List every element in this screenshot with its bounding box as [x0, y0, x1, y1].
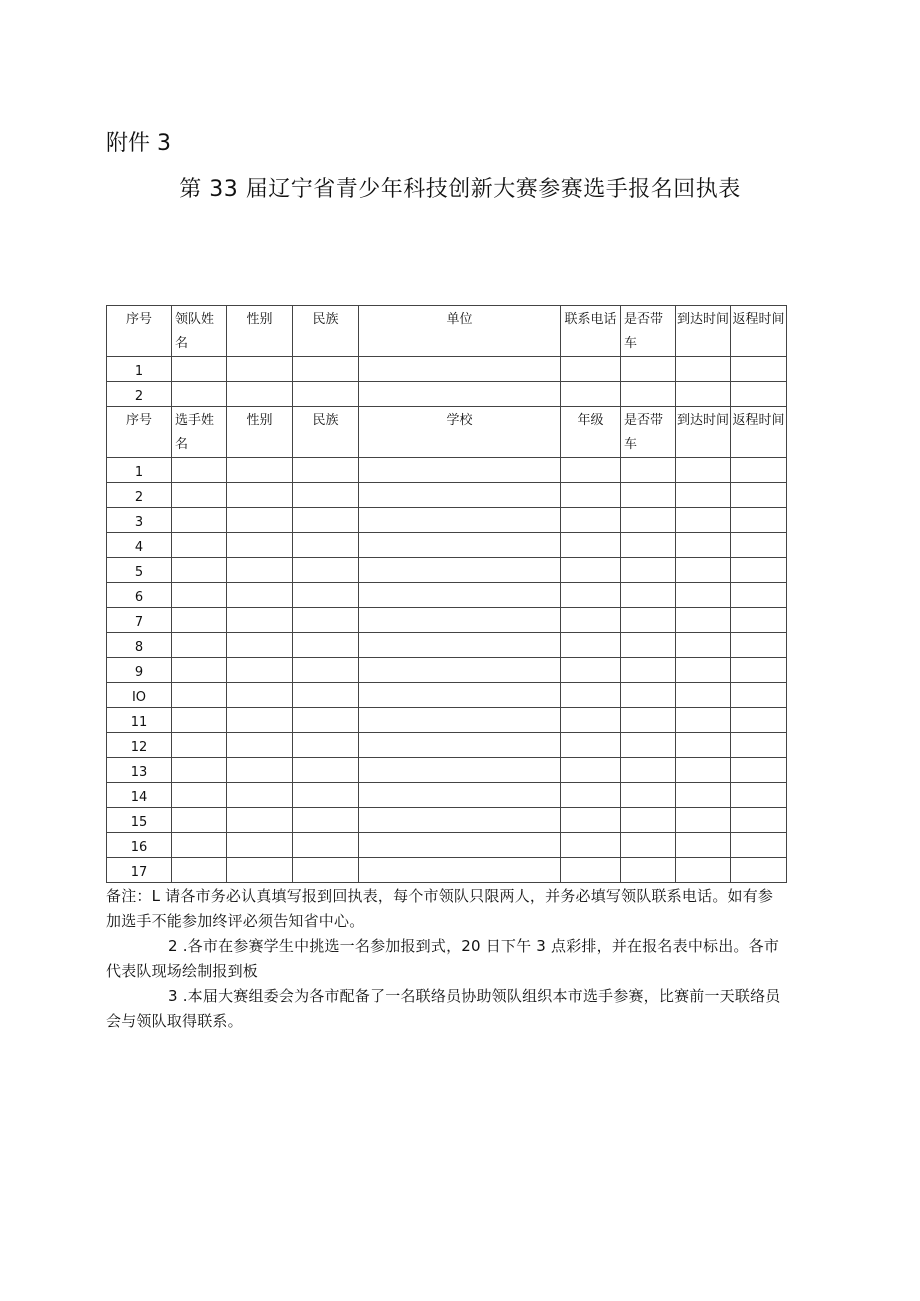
row-number: 9: [107, 658, 172, 683]
blank-cell[interactable]: [676, 683, 731, 708]
document-title: 第 33 届辽宁省青少年科技创新大赛参赛选手报名回执表: [179, 177, 741, 202]
blank-cell[interactable]: [731, 533, 787, 558]
blank-cell[interactable]: [293, 483, 359, 508]
player-row: [107, 708, 787, 733]
row-number: 17: [107, 858, 172, 883]
blank-cell[interactable]: [359, 583, 561, 608]
blank-cell[interactable]: [731, 858, 787, 883]
blank-cell[interactable]: [227, 508, 293, 533]
blank-cell[interactable]: [731, 708, 787, 733]
leader-header-row: [107, 306, 787, 357]
blank-cell[interactable]: [172, 733, 227, 758]
blank-cell[interactable]: [621, 858, 676, 883]
blank-cell[interactable]: [227, 608, 293, 633]
blank-cell[interactable]: [561, 458, 621, 483]
blank-cell[interactable]: [676, 633, 731, 658]
blank-cell[interactable]: [172, 658, 227, 683]
blank-cell[interactable]: [227, 483, 293, 508]
blank-cell[interactable]: [731, 808, 787, 833]
blank-cell[interactable]: [293, 858, 359, 883]
blank-cell[interactable]: [293, 683, 359, 708]
blank-cell[interactable]: [227, 758, 293, 783]
column-header: 年级: [561, 407, 621, 458]
note-2: 2 .各市在参赛学生中挑选一名参加报到式，20 日下午 3 点彩排，并在报名表中标出。各市代表队现场绘制报到板: [106, 937, 780, 980]
attachment-label: 附件 3: [106, 131, 171, 156]
player-row: [107, 483, 787, 508]
leader-row: [107, 382, 787, 407]
blank-cell[interactable]: [731, 458, 787, 483]
blank-cell[interactable]: [172, 357, 227, 382]
player-row: [107, 608, 787, 633]
column-header: 联系电话: [561, 306, 621, 357]
blank-cell[interactable]: [676, 858, 731, 883]
blank-cell[interactable]: [561, 583, 621, 608]
blank-cell[interactable]: [561, 508, 621, 533]
player-row: [107, 583, 787, 608]
blank-cell[interactable]: [676, 558, 731, 583]
player-row: [107, 808, 787, 833]
blank-cell[interactable]: [293, 758, 359, 783]
column-header: 民族: [293, 306, 359, 357]
player-row: [107, 733, 787, 758]
row-number: IO: [107, 683, 172, 708]
blank-cell[interactable]: [676, 508, 731, 533]
blank-cell[interactable]: [731, 508, 787, 533]
blank-cell[interactable]: [172, 783, 227, 808]
blank-cell[interactable]: [172, 758, 227, 783]
blank-cell[interactable]: [621, 382, 676, 407]
column-header: 领队姓名: [172, 306, 227, 357]
blank-cell[interactable]: [731, 758, 787, 783]
blank-cell[interactable]: [293, 533, 359, 558]
player-header-row: [107, 407, 787, 458]
player-row: [107, 858, 787, 883]
blank-cell[interactable]: [293, 733, 359, 758]
column-header: 返程时间: [731, 306, 787, 357]
blank-cell[interactable]: [359, 858, 561, 883]
blank-cell[interactable]: [359, 833, 561, 858]
blank-cell[interactable]: [561, 558, 621, 583]
blank-cell[interactable]: [621, 608, 676, 633]
player-row: [107, 758, 787, 783]
blank-cell[interactable]: [227, 858, 293, 883]
blank-cell[interactable]: [359, 783, 561, 808]
blank-cell[interactable]: [359, 458, 561, 483]
blank-cell[interactable]: [293, 783, 359, 808]
blank-cell[interactable]: [172, 683, 227, 708]
blank-cell[interactable]: [731, 558, 787, 583]
blank-cell[interactable]: [561, 758, 621, 783]
row-number: 7: [107, 608, 172, 633]
column-header: 学校: [359, 407, 561, 458]
row-number: 15: [107, 808, 172, 833]
row-number: 5: [107, 558, 172, 583]
column-header: 性别: [227, 306, 293, 357]
row-number: 11: [107, 708, 172, 733]
blank-cell[interactable]: [293, 508, 359, 533]
player-row: [107, 558, 787, 583]
blank-cell[interactable]: [561, 683, 621, 708]
row-number: 1: [107, 357, 172, 382]
blank-cell[interactable]: [227, 683, 293, 708]
blank-cell[interactable]: [172, 583, 227, 608]
player-row: [107, 833, 787, 858]
row-number: 8: [107, 633, 172, 658]
blank-cell[interactable]: [227, 533, 293, 558]
blank-cell[interactable]: [621, 458, 676, 483]
blank-cell[interactable]: [561, 733, 621, 758]
blank-cell[interactable]: [676, 608, 731, 633]
blank-cell[interactable]: [359, 708, 561, 733]
blank-cell[interactable]: [359, 483, 561, 508]
blank-cell[interactable]: [561, 858, 621, 883]
blank-cell[interactable]: [172, 608, 227, 633]
blank-cell[interactable]: [561, 708, 621, 733]
blank-cell[interactable]: [227, 382, 293, 407]
blank-cell[interactable]: [676, 833, 731, 858]
column-header: 选手姓名: [172, 407, 227, 458]
blank-cell[interactable]: [359, 683, 561, 708]
column-header: 返程时间: [731, 407, 787, 458]
blank-cell[interactable]: [561, 357, 621, 382]
blank-cell[interactable]: [561, 533, 621, 558]
row-number: 1: [107, 458, 172, 483]
blank-cell[interactable]: [621, 808, 676, 833]
blank-cell[interactable]: [172, 533, 227, 558]
player-row: [107, 458, 787, 483]
blank-cell[interactable]: [293, 458, 359, 483]
blank-cell[interactable]: [359, 608, 561, 633]
blank-cell[interactable]: [731, 783, 787, 808]
blank-cell[interactable]: [172, 458, 227, 483]
row-number: 12: [107, 733, 172, 758]
blank-cell[interactable]: [227, 708, 293, 733]
blank-cell[interactable]: [621, 833, 676, 858]
blank-cell[interactable]: [676, 808, 731, 833]
blank-cell[interactable]: [227, 558, 293, 583]
blank-cell[interactable]: [676, 357, 731, 382]
blank-cell[interactable]: [359, 733, 561, 758]
blank-cell[interactable]: [293, 382, 359, 407]
blank-cell[interactable]: [172, 508, 227, 533]
blank-cell[interactable]: [676, 382, 731, 407]
blank-cell[interactable]: [359, 758, 561, 783]
blank-cell[interactable]: [172, 833, 227, 858]
blank-cell[interactable]: [676, 483, 731, 508]
blank-cell[interactable]: [227, 783, 293, 808]
blank-cell[interactable]: [293, 608, 359, 633]
blank-cell[interactable]: [172, 858, 227, 883]
player-row: [107, 658, 787, 683]
blank-cell[interactable]: [621, 357, 676, 382]
blank-cell[interactable]: [227, 733, 293, 758]
column-header: 到达时间: [676, 407, 731, 458]
blank-cell[interactable]: [676, 658, 731, 683]
blank-cell[interactable]: [621, 708, 676, 733]
blank-cell[interactable]: [621, 558, 676, 583]
blank-cell[interactable]: [621, 658, 676, 683]
blank-cell[interactable]: [561, 658, 621, 683]
blank-cell[interactable]: [359, 808, 561, 833]
blank-cell[interactable]: [621, 508, 676, 533]
blank-cell[interactable]: [621, 533, 676, 558]
blank-cell[interactable]: [621, 633, 676, 658]
blank-cell[interactable]: [359, 508, 561, 533]
blank-cell[interactable]: [731, 382, 787, 407]
row-number: 2: [107, 483, 172, 508]
blank-cell[interactable]: [172, 483, 227, 508]
blank-cell[interactable]: [293, 708, 359, 733]
blank-cell[interactable]: [293, 833, 359, 858]
blank-cell[interactable]: [621, 758, 676, 783]
row-number: 13: [107, 758, 172, 783]
blank-cell[interactable]: [561, 783, 621, 808]
blank-cell[interactable]: [676, 583, 731, 608]
row-number: 14: [107, 783, 172, 808]
blank-cell[interactable]: [227, 633, 293, 658]
blank-cell[interactable]: [731, 733, 787, 758]
blank-cell[interactable]: [172, 633, 227, 658]
column-header: 民族: [293, 407, 359, 458]
blank-cell[interactable]: [227, 808, 293, 833]
notes: [106, 884, 786, 1034]
column-header: 序号: [107, 306, 172, 357]
blank-cell[interactable]: [621, 783, 676, 808]
player-row: [107, 783, 787, 808]
blank-cell[interactable]: [676, 733, 731, 758]
blank-cell[interactable]: [621, 583, 676, 608]
column-header: 序号: [107, 407, 172, 458]
blank-cell[interactable]: [561, 608, 621, 633]
column-header: 性别: [227, 407, 293, 458]
column-header: 是否带车: [621, 306, 676, 357]
note-3: 3 .本届大赛组委会为各市配备了一名联络员协助领队组织本市选手参赛，比赛前一天联络员会与领队取得联系。: [106, 987, 781, 1030]
player-row: [107, 508, 787, 533]
player-row: [107, 533, 787, 558]
column-header: 到达时间: [676, 306, 731, 357]
row-number: 3: [107, 508, 172, 533]
blank-cell[interactable]: [676, 533, 731, 558]
blank-cell[interactable]: [676, 758, 731, 783]
row-number: 6: [107, 583, 172, 608]
blank-cell[interactable]: [359, 633, 561, 658]
blank-cell[interactable]: [227, 357, 293, 382]
blank-cell[interactable]: [293, 658, 359, 683]
blank-cell[interactable]: [359, 558, 561, 583]
blank-cell[interactable]: [731, 633, 787, 658]
blank-cell[interactable]: [731, 833, 787, 858]
blank-cell[interactable]: [676, 783, 731, 808]
row-number: 2: [107, 382, 172, 407]
blank-cell[interactable]: [676, 458, 731, 483]
row-number: 16: [107, 833, 172, 858]
blank-cell[interactable]: [561, 382, 621, 407]
blank-cell[interactable]: [731, 683, 787, 708]
blank-cell[interactable]: [731, 483, 787, 508]
blank-cell[interactable]: [731, 608, 787, 633]
blank-cell[interactable]: [359, 382, 561, 407]
blank-cell[interactable]: [172, 382, 227, 407]
blank-cell[interactable]: [731, 357, 787, 382]
blank-cell[interactable]: [227, 583, 293, 608]
blank-cell[interactable]: [676, 708, 731, 733]
registration-table: [106, 305, 787, 883]
blank-cell[interactable]: [359, 357, 561, 382]
blank-cell[interactable]: [293, 583, 359, 608]
blank-cell[interactable]: [561, 483, 621, 508]
column-header: 单位: [359, 306, 561, 357]
blank-cell[interactable]: [561, 808, 621, 833]
blank-cell[interactable]: [293, 558, 359, 583]
blank-cell[interactable]: [227, 658, 293, 683]
blank-cell[interactable]: [561, 833, 621, 858]
player-row: [107, 683, 787, 708]
leader-row: [107, 357, 787, 382]
blank-cell[interactable]: [561, 633, 621, 658]
blank-cell[interactable]: [293, 633, 359, 658]
blank-cell[interactable]: [172, 808, 227, 833]
note-1: 备注：L 请各市务必认真填写报到回执表，每个市领队只限两人，并务必填写领队联系电话。如有参加选手不能参加终评必须告知省中心。: [106, 887, 774, 930]
blank-cell[interactable]: [621, 483, 676, 508]
blank-cell[interactable]: [731, 658, 787, 683]
blank-cell[interactable]: [731, 583, 787, 608]
row-number: 4: [107, 533, 172, 558]
blank-cell[interactable]: [172, 558, 227, 583]
blank-cell[interactable]: [621, 733, 676, 758]
blank-cell[interactable]: [293, 808, 359, 833]
blank-cell[interactable]: [621, 683, 676, 708]
blank-cell[interactable]: [293, 357, 359, 382]
blank-cell[interactable]: [359, 533, 561, 558]
blank-cell[interactable]: [359, 658, 561, 683]
blank-cell[interactable]: [227, 458, 293, 483]
column-header: 是否带车: [621, 407, 676, 458]
player-row: [107, 633, 787, 658]
blank-cell[interactable]: [172, 708, 227, 733]
blank-cell[interactable]: [227, 833, 293, 858]
